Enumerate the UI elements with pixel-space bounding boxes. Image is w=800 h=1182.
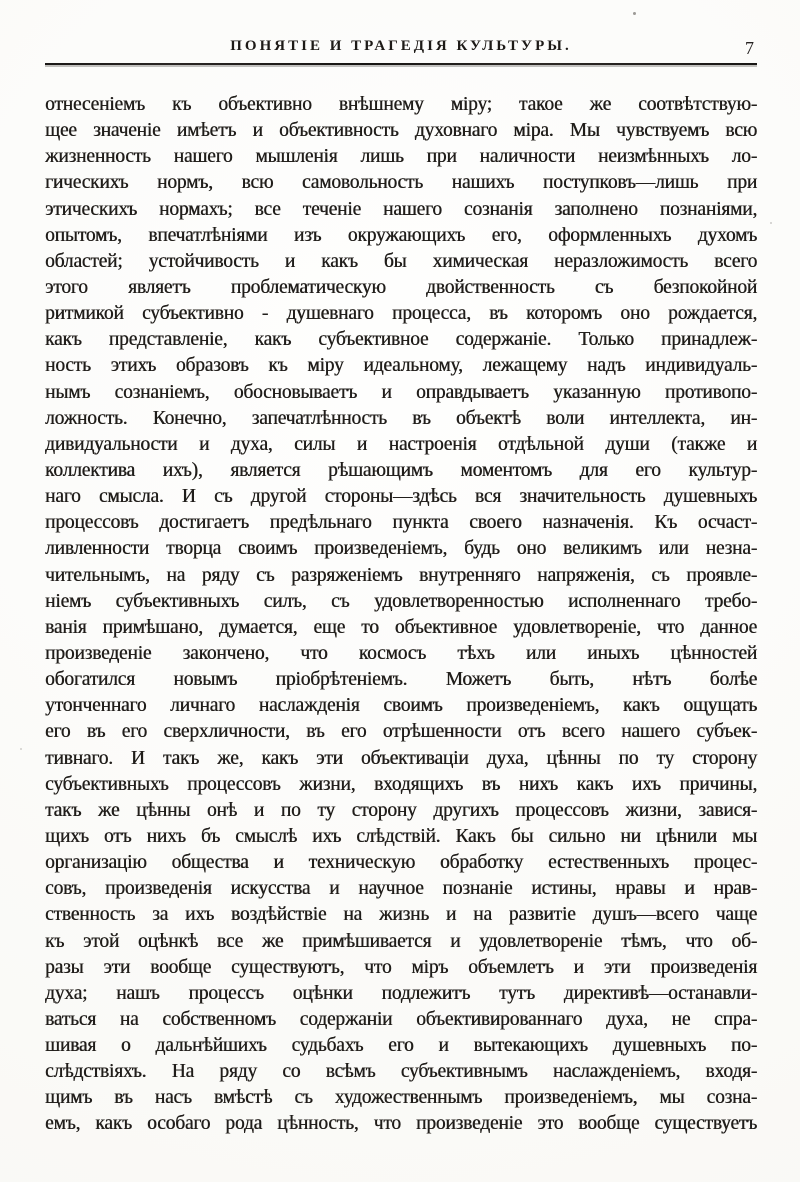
text-line: такъ же цѣнны онѣ и по ту сторону другихъ процессовъ жизни, завися- (45, 799, 757, 821)
text-line: совъ, произведенія искусства и научное познаніе истины, нравы и нрав- (45, 878, 757, 900)
text-line: гическихъ нормъ, всю самовольность нашихъ поступковъ—лишь при (45, 172, 757, 194)
text-line: ваться на собственномъ содержаніи объективированнаго духа, не спра- (45, 1008, 757, 1030)
text-line: къ этой оцѣнкѣ все же примѣшивается и удовлетвореніе тѣмъ, что об- (45, 930, 757, 952)
body-text (45, 92, 757, 1138)
text-line: ложность. Конечно, запечатлѣнность въ объектѣ воли интеллекта, ин- (45, 407, 757, 429)
text-line: организацію общества и техническую обработку естественныхъ процес- (45, 852, 757, 874)
text-line: этическихъ нормахъ; все теченіе нашего сознанія заполнено познаніями, (45, 198, 757, 220)
scan-speck (20, 748, 22, 750)
text-line: процессовъ достигаетъ предѣльнаго пункта своего назначенія. Къ осчаст- (45, 512, 757, 534)
text-line: ственность за ихъ воздѣйствіе на жизнь и на развитіе душъ—всего чаще (45, 904, 757, 926)
text-line: разы эти вообще существуютъ, что міръ объемлетъ и эти произведенія (45, 956, 757, 978)
scan-speck (633, 12, 636, 15)
text-line: ность этихъ образовъ къ міру идеальному, лежащему надъ индивидуаль- (45, 355, 757, 377)
page-number: 7 (745, 38, 754, 58)
text-line: опытомъ, впечатлѣніями изъ окружающихъ его, оформленныхъ духомъ (45, 224, 757, 246)
text-line: его въ его сверхличности, въ его отрѣшенности отъ всего нашего субъек- (45, 721, 757, 743)
text-line: шивая о дальнѣйшихъ судьбахъ его и вытекающихъ душевныхъ по- (45, 1035, 757, 1057)
text-line: утонченнаго личнаго наслажденія своимъ произведеніемъ, какъ ощущать (45, 695, 757, 717)
text-line: слѣдствіяхъ. На ряду со всѣмъ субъективнымъ наслажденіемъ, входя- (45, 1061, 757, 1083)
text-line: тивнаго. И такъ же, какъ эти объективаціи духа, цѣнны по ту сторону (45, 747, 757, 769)
text-line: жизненность нашего мышленія лишь при наличности неизмѣнныхъ ло- (45, 146, 757, 168)
running-title: ПОНЯТІЕ И ТРАГЕДІЯ КУЛЬТУРЫ. (230, 38, 572, 54)
text-line: нымъ сознаніемъ, обосновываетъ и оправдываетъ указанную противопо- (45, 381, 757, 403)
text-line: областей; устойчивость и какъ бы химическая неразложимость всего (45, 250, 757, 272)
text-line: щихъ отъ нихъ бъ смыслѣ ихъ слѣдствій. Какъ бы сильно ни цѣнили мы (45, 825, 757, 847)
text-line: чительнымъ, на ряду съ разряженіемъ внутренняго напряженія, съ проявле- (45, 564, 757, 586)
text-line: дивидуальности и духа, силы и настроенія отдѣльной души (также и (45, 433, 757, 455)
running-head (45, 38, 757, 60)
header-rule (45, 63, 757, 65)
text-line: коллектива ихъ), является рѣшающимъ моментомъ для его культур- (45, 459, 757, 481)
text-line: обогатился новымъ пріобрѣтеніемъ. Можетъ быть, нѣтъ болѣе (45, 669, 757, 691)
text-line: ливленности творца своимъ произведеніемъ, будь оно великимъ или незна- (45, 538, 757, 560)
text-line: ритмикой субъективно - душевнаго процесса, въ которомъ оно рождается, (45, 303, 757, 325)
text-line: ніемъ субъективныхъ силъ, съ удовлетворенностью исполненнаго требо- (45, 590, 757, 612)
text-line: щее значеніе имѣетъ и объективность духовнаго міра. Мы чувствуемъ всю (45, 120, 757, 142)
text-line: наго смысла. И съ другой стороны—здѣсь вся значительность душевныхъ (45, 486, 757, 508)
text-line: отнесеніемъ къ объективно внѣшнему міру; такое же соотвѣтствую- (45, 94, 757, 115)
scan-speck (770, 222, 772, 224)
text-line: этого являетъ проблематическую двойственность съ безпокойной (45, 276, 757, 298)
text-line: емъ, какъ особаго рода цѣнность, что произведеніе это вообще существуетъ (45, 1113, 757, 1135)
text-line: произведеніе закончено, что космосъ тѣхъ или иныхъ цѣнностей (45, 642, 757, 664)
text-line: щимъ въ насъ вмѣстѣ съ художественнымъ произведеніемъ, мы созна- (45, 1087, 757, 1109)
text-line: ванія примѣшано, думается, еще то объективное удовлетвореніе, что данное (45, 616, 757, 638)
text-line: субъективныхъ процессовъ жизни, входящихъ въ нихъ какъ ихъ причины, (45, 773, 757, 795)
text-line: какъ представленіе, какъ субъективное содержаніе. Только принадлеж- (45, 329, 757, 351)
text-line: духа; нашъ процессъ оцѣнки подлежитъ тутъ директивѣ—останавли- (45, 982, 757, 1004)
